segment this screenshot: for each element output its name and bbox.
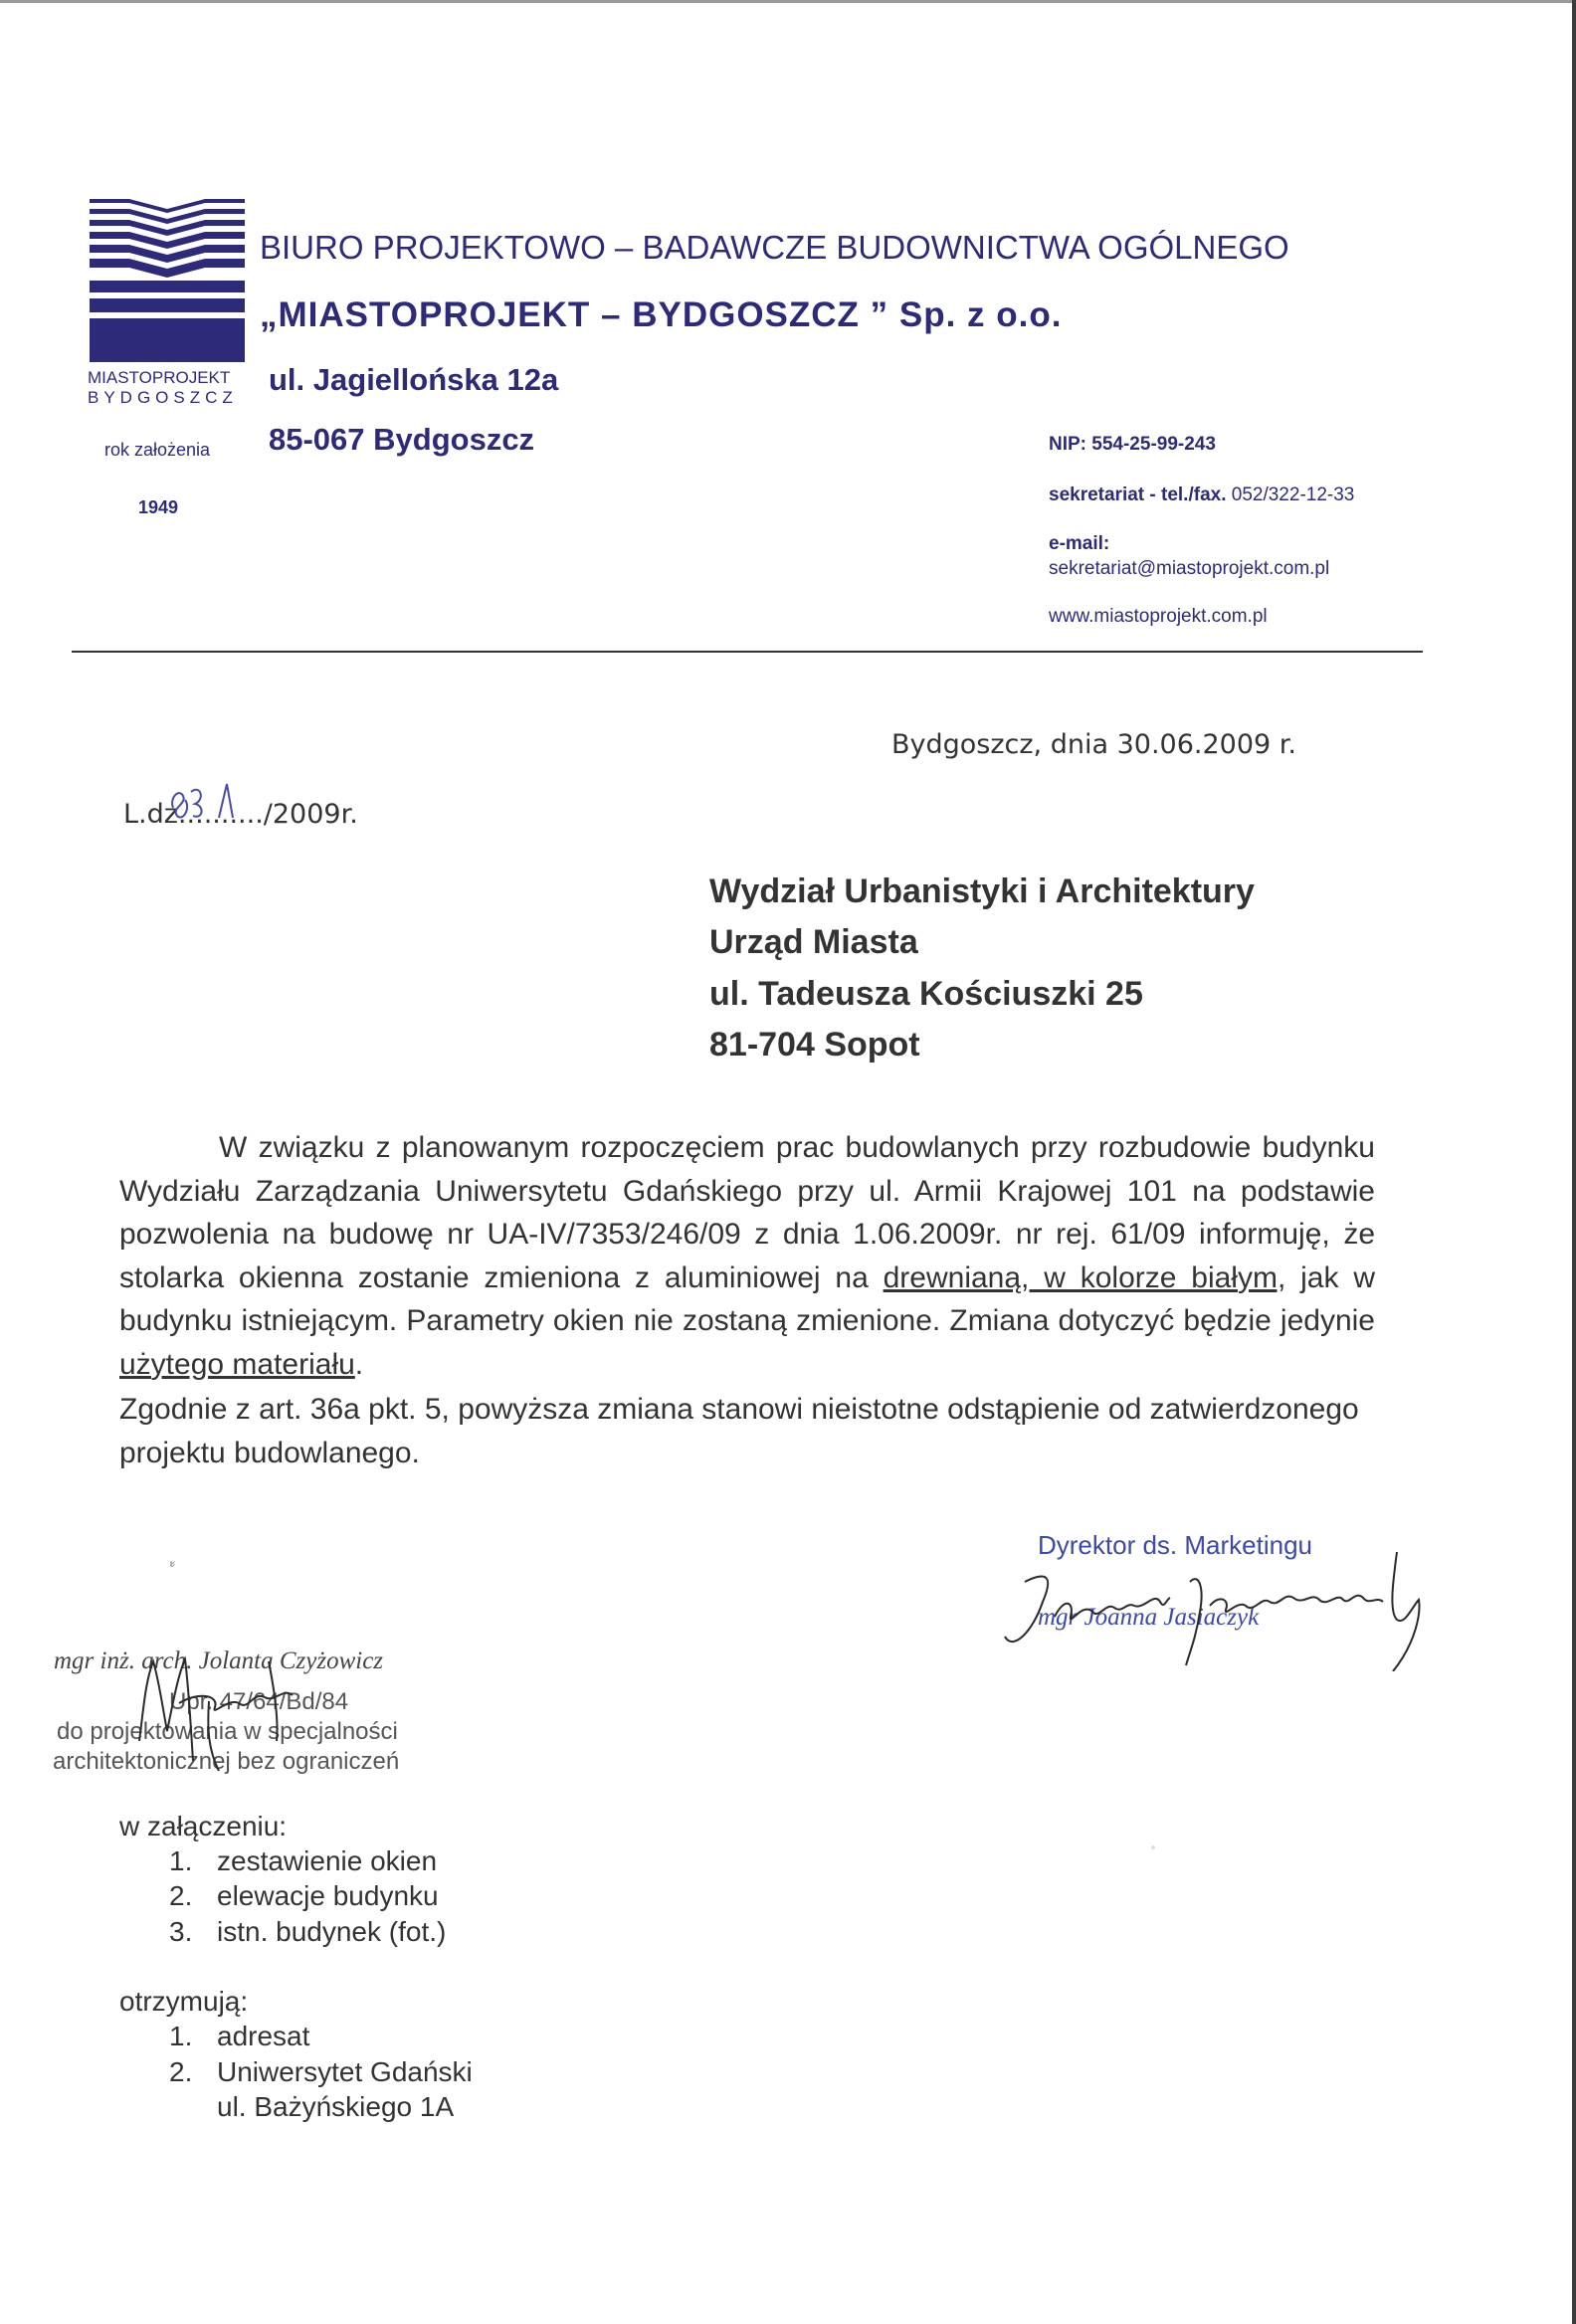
company-nip: NIP: 554-25-99-243: [1049, 434, 1216, 455]
company-logo: [90, 197, 245, 364]
letter-body-paragraph-1: W związku z planowanym rozpoczęciem prac budowlanych przy rozbudowie budynku Wydziału Zarządzania Uniwersytetu Gdańskiego przy ul. Armii Krajowej 101 na podstawie pozwolenia na budowę nr UA-IV/7353/246/09 z dnia 1.06.2009r. nr rej. 61/09 informuję, że stolarka okienna zostanie zmieniona z aluminiowej na drewnianą, w kolorze białym, jak w budynku istniejącym. Parametry okien nie zostaną zmienione. Zmiana dotyczyć będzie jedynie użytego materiału.: [119, 1131, 1375, 1381]
stray-mark: ะ: [169, 1556, 176, 1570]
underlined-phrase-material: użytego materiału: [119, 1347, 355, 1381]
company-phone: sekretariat - tel./fax. 052/322-12-33: [1049, 484, 1355, 505]
recipient-item-address: ul. Bażyńskiego 1A: [217, 2091, 455, 2122]
handwritten-reference: [167, 778, 247, 822]
attachment-item: 1. zestawienie okien: [169, 1845, 438, 1876]
architect-description-line1: do projektowania w specjalności: [57, 1718, 398, 1745]
recipient-item: 2. Uniwersytet Gdański: [169, 2056, 473, 2087]
recipient-line-4: 81-704 Sopot: [709, 1026, 920, 1064]
recipients-heading: otrzymują:: [119, 1986, 249, 2017]
recipient-item: 1. adresat: [169, 2021, 310, 2051]
architect-name: mgr inż. arch. Jolanta Czyżowicz: [54, 1647, 384, 1674]
architect-signature: [119, 1642, 318, 1781]
company-name-line2: „MIASTOPROJEKT – BYDGOSZCZ ” Sp. z o.o.: [260, 295, 1063, 334]
scan-speck: [1151, 1845, 1155, 1849]
recipient-line-3: ul. Tadeusza Kościuszki 25: [709, 975, 1143, 1013]
company-city: 85-067 Bydgoszcz: [269, 422, 535, 457]
company-website: www.miastoprojekt.com.pl: [1049, 606, 1268, 627]
letter-body-paragraph-2: Zgodnie z art. 36a pkt. 5, powyższa zmiana stanowi nieistotne odstąpienie od zatwierdzonego projektu budowlanego.: [119, 1393, 1359, 1469]
recipient-line-2: Urząd Miasta: [709, 923, 918, 961]
reference-number: L.dz........../2009r.: [123, 799, 358, 830]
recipient-line-1: Wydział Urbanistyki i Architektury: [709, 872, 1255, 910]
letterhead-divider: [72, 651, 1423, 653]
company-street: ul. Jagiellońska 12a: [269, 362, 559, 397]
letter-date: Bydgoszcz, dnia 30.06.2009 r.: [891, 729, 1296, 760]
director-name: mgr Joanna Jasiaczyk: [1038, 1604, 1260, 1631]
attachment-item: 2. elewacje budynku: [169, 1880, 439, 1911]
logo-name-line2: BYDGOSZCZ: [88, 388, 238, 407]
architect-license: Upr. 47/64/Bd/84: [169, 1688, 349, 1715]
company-email-label: e-mail:: [1049, 533, 1110, 554]
founded-year: 1949: [138, 497, 179, 517]
architect-description-line2: architektonicznej bez ograniczeń: [53, 1748, 400, 1775]
director-signature: [995, 1542, 1433, 1671]
founded-label: rok założenia: [104, 440, 211, 460]
logo-name-line1: MIASTOPROJEKT: [88, 368, 231, 387]
attachments-heading: w załączeniu:: [119, 1811, 288, 1841]
underlined-phrase-wood: drewnianą, w kolorze białym,: [883, 1260, 1286, 1294]
company-name-line1: BIURO PROJEKTOWO – BADAWCZE BUDOWNICTWA OGÓLNEGO: [260, 229, 1289, 266]
scan-top-edge: [0, 0, 1576, 3]
director-title: Dyrektor ds. Marketingu: [1038, 1530, 1312, 1560]
attachment-item: 3. istn. budynek (fot.): [169, 1916, 447, 1947]
company-email: sekretariat@miastoprojekt.com.pl: [1049, 558, 1330, 579]
scan-right-edge: [1572, 0, 1576, 2324]
